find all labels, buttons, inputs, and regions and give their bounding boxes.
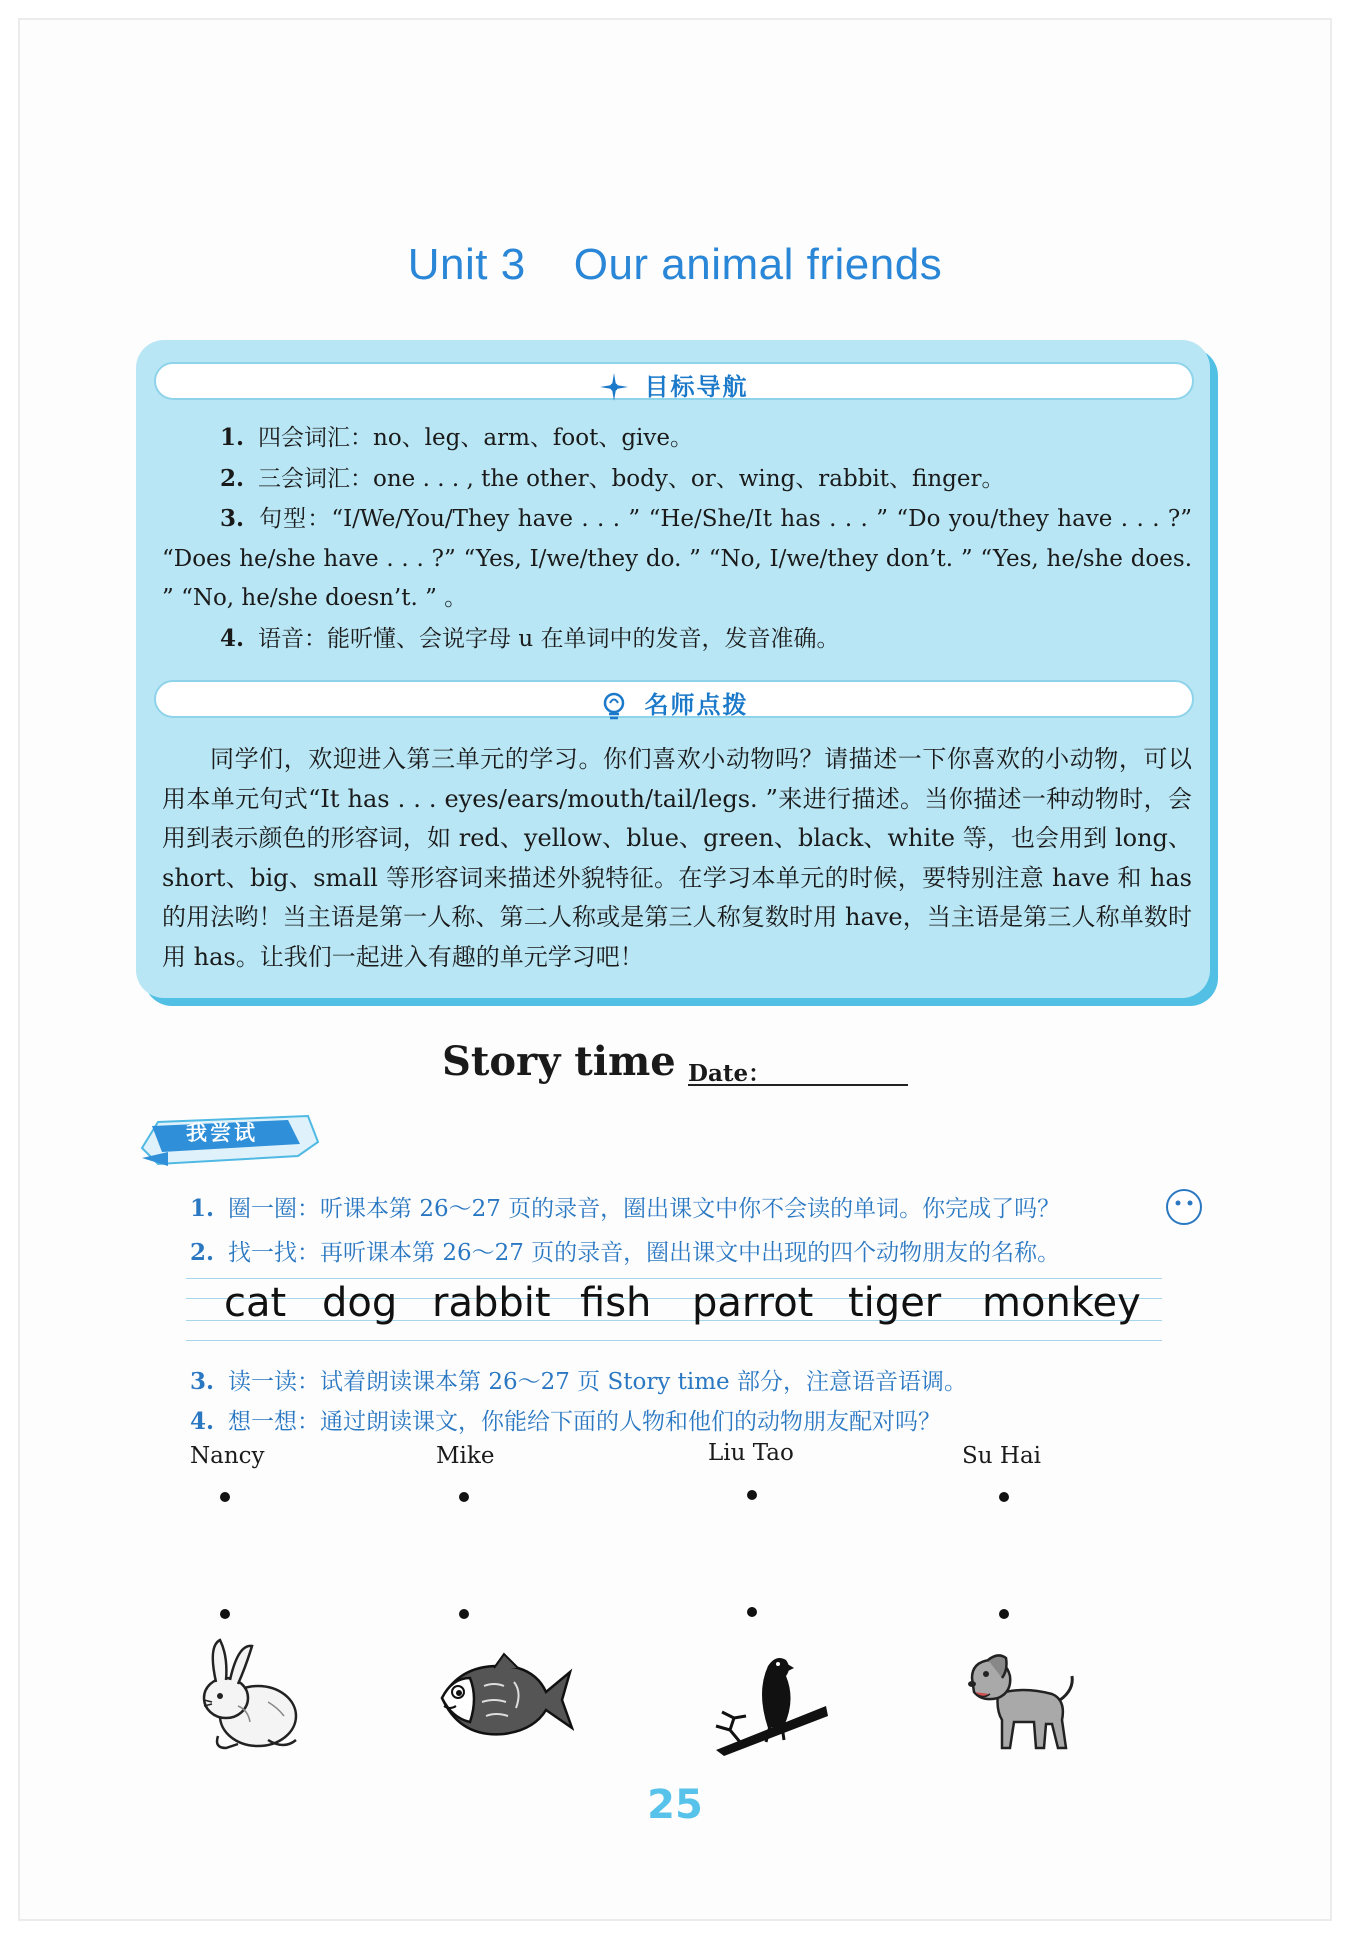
person-name: Nancy xyxy=(190,1443,265,1469)
match-dot[interactable] xyxy=(459,1492,469,1502)
goal-item: 1. 四会词汇：no、leg、arm、foot、give。 xyxy=(220,424,694,451)
match-dot[interactable] xyxy=(747,1490,757,1500)
goal-item: 4. 语音：能听懂、会说字母 u 在单词中的发音，发音准确。 xyxy=(220,624,840,652)
rabbit-icon xyxy=(188,1636,304,1756)
task-2: 2. 找一找：再听课本第 26～27 页的录音，圈出课文中出现的四个动物朋友的名称。 xyxy=(190,1239,1061,1266)
person-name: Su Hai xyxy=(962,1443,1042,1469)
tips-header: 名师点拨 xyxy=(644,691,749,719)
story-title: Story time xyxy=(442,1038,676,1085)
task-4: 4. 想一想：通过朗读课文，你能给下面的人物和他们的动物朋友配对吗？ xyxy=(190,1408,942,1435)
word-item[interactable]: tiger xyxy=(848,1280,942,1326)
word-item[interactable]: monkey xyxy=(982,1280,1141,1326)
goals-header: 目标导航 xyxy=(644,373,749,401)
compass-icon xyxy=(599,372,629,406)
parrot-icon xyxy=(710,1646,830,1756)
lightbulb-icon xyxy=(599,690,629,724)
goals-banner xyxy=(154,362,1194,400)
match-dot[interactable] xyxy=(220,1609,230,1619)
unit-title xyxy=(0,240,1350,290)
date-field[interactable] xyxy=(688,1084,908,1086)
page-number: 25 xyxy=(647,1782,703,1828)
try-label: 我尝试 xyxy=(186,1121,258,1145)
match-dot[interactable] xyxy=(220,1492,230,1502)
unit-number: Unit 3 xyxy=(407,240,526,289)
fish-icon xyxy=(434,1652,574,1742)
task-1: 1. 圈一圈：听课本第 26～27 页的录音，圈出课文中你不会读的单词。你完成了吗？ xyxy=(190,1195,1061,1222)
word-item[interactable]: fish xyxy=(580,1280,652,1326)
goal-item: 3. 句型：“I/We/You/They have . . . ” “He/She/It has . . . ” “Do you/they have . . . ?” “Does he/she have . . . ?” “Yes, I/we/they do. ” “No, I/we/they don’t. ” “Yes, he/she does. ” “No, he/she doesn’t. ” 。 xyxy=(162,505,1192,611)
person-name: Mike xyxy=(436,1443,495,1469)
word-item[interactable]: rabbit xyxy=(432,1280,551,1326)
goals-list xyxy=(162,418,1192,659)
goal-item: 2. 三会词汇：one . . . , the other、body、or、wing、rabbit、finger。 xyxy=(220,464,1005,492)
unit-name: Our animal friends xyxy=(573,240,943,289)
info-box xyxy=(136,340,1210,998)
smiley-icon xyxy=(1164,1187,1204,1227)
match-dot[interactable] xyxy=(999,1609,1009,1619)
match-dot[interactable] xyxy=(459,1609,469,1619)
word-item[interactable]: dog xyxy=(322,1280,398,1326)
tips-banner xyxy=(154,680,1194,718)
tips-paragraph: 同学们，欢迎进入第三单元的学习。你们喜欢小动物吗？请描述一下你喜欢的小动物，可以用本单元句式“It has . . . eyes/ears/mouth/tail/legs. ”来进行描述。当你描述一种动物时，会用到表示颜色的形容词，如 red、yellow、blue、green、black、white 等，也会用到 long、short、big、small 等形容词来描述外貌特征。在学习本单元的时候，要特别注意 have 和 has 的用法哟！当主语是第一人称、第二人称或是第三人称复数时用 have，当主语是第三人称单数时用 has。让我们一起进入有趣的单元学习吧！ xyxy=(162,745,1192,971)
task-3: 3. 读一读：试着朗读课本第 26～27 页 Story time 部分，注意语音语调。 xyxy=(190,1368,967,1395)
word-item[interactable]: parrot xyxy=(692,1280,814,1326)
word-item[interactable]: cat xyxy=(224,1280,287,1326)
match-dot[interactable] xyxy=(747,1607,757,1617)
dog-icon xyxy=(962,1650,1078,1754)
person-name: Liu Tao xyxy=(708,1440,794,1466)
match-dot[interactable] xyxy=(999,1492,1009,1502)
date-label: Date： xyxy=(688,1060,772,1087)
